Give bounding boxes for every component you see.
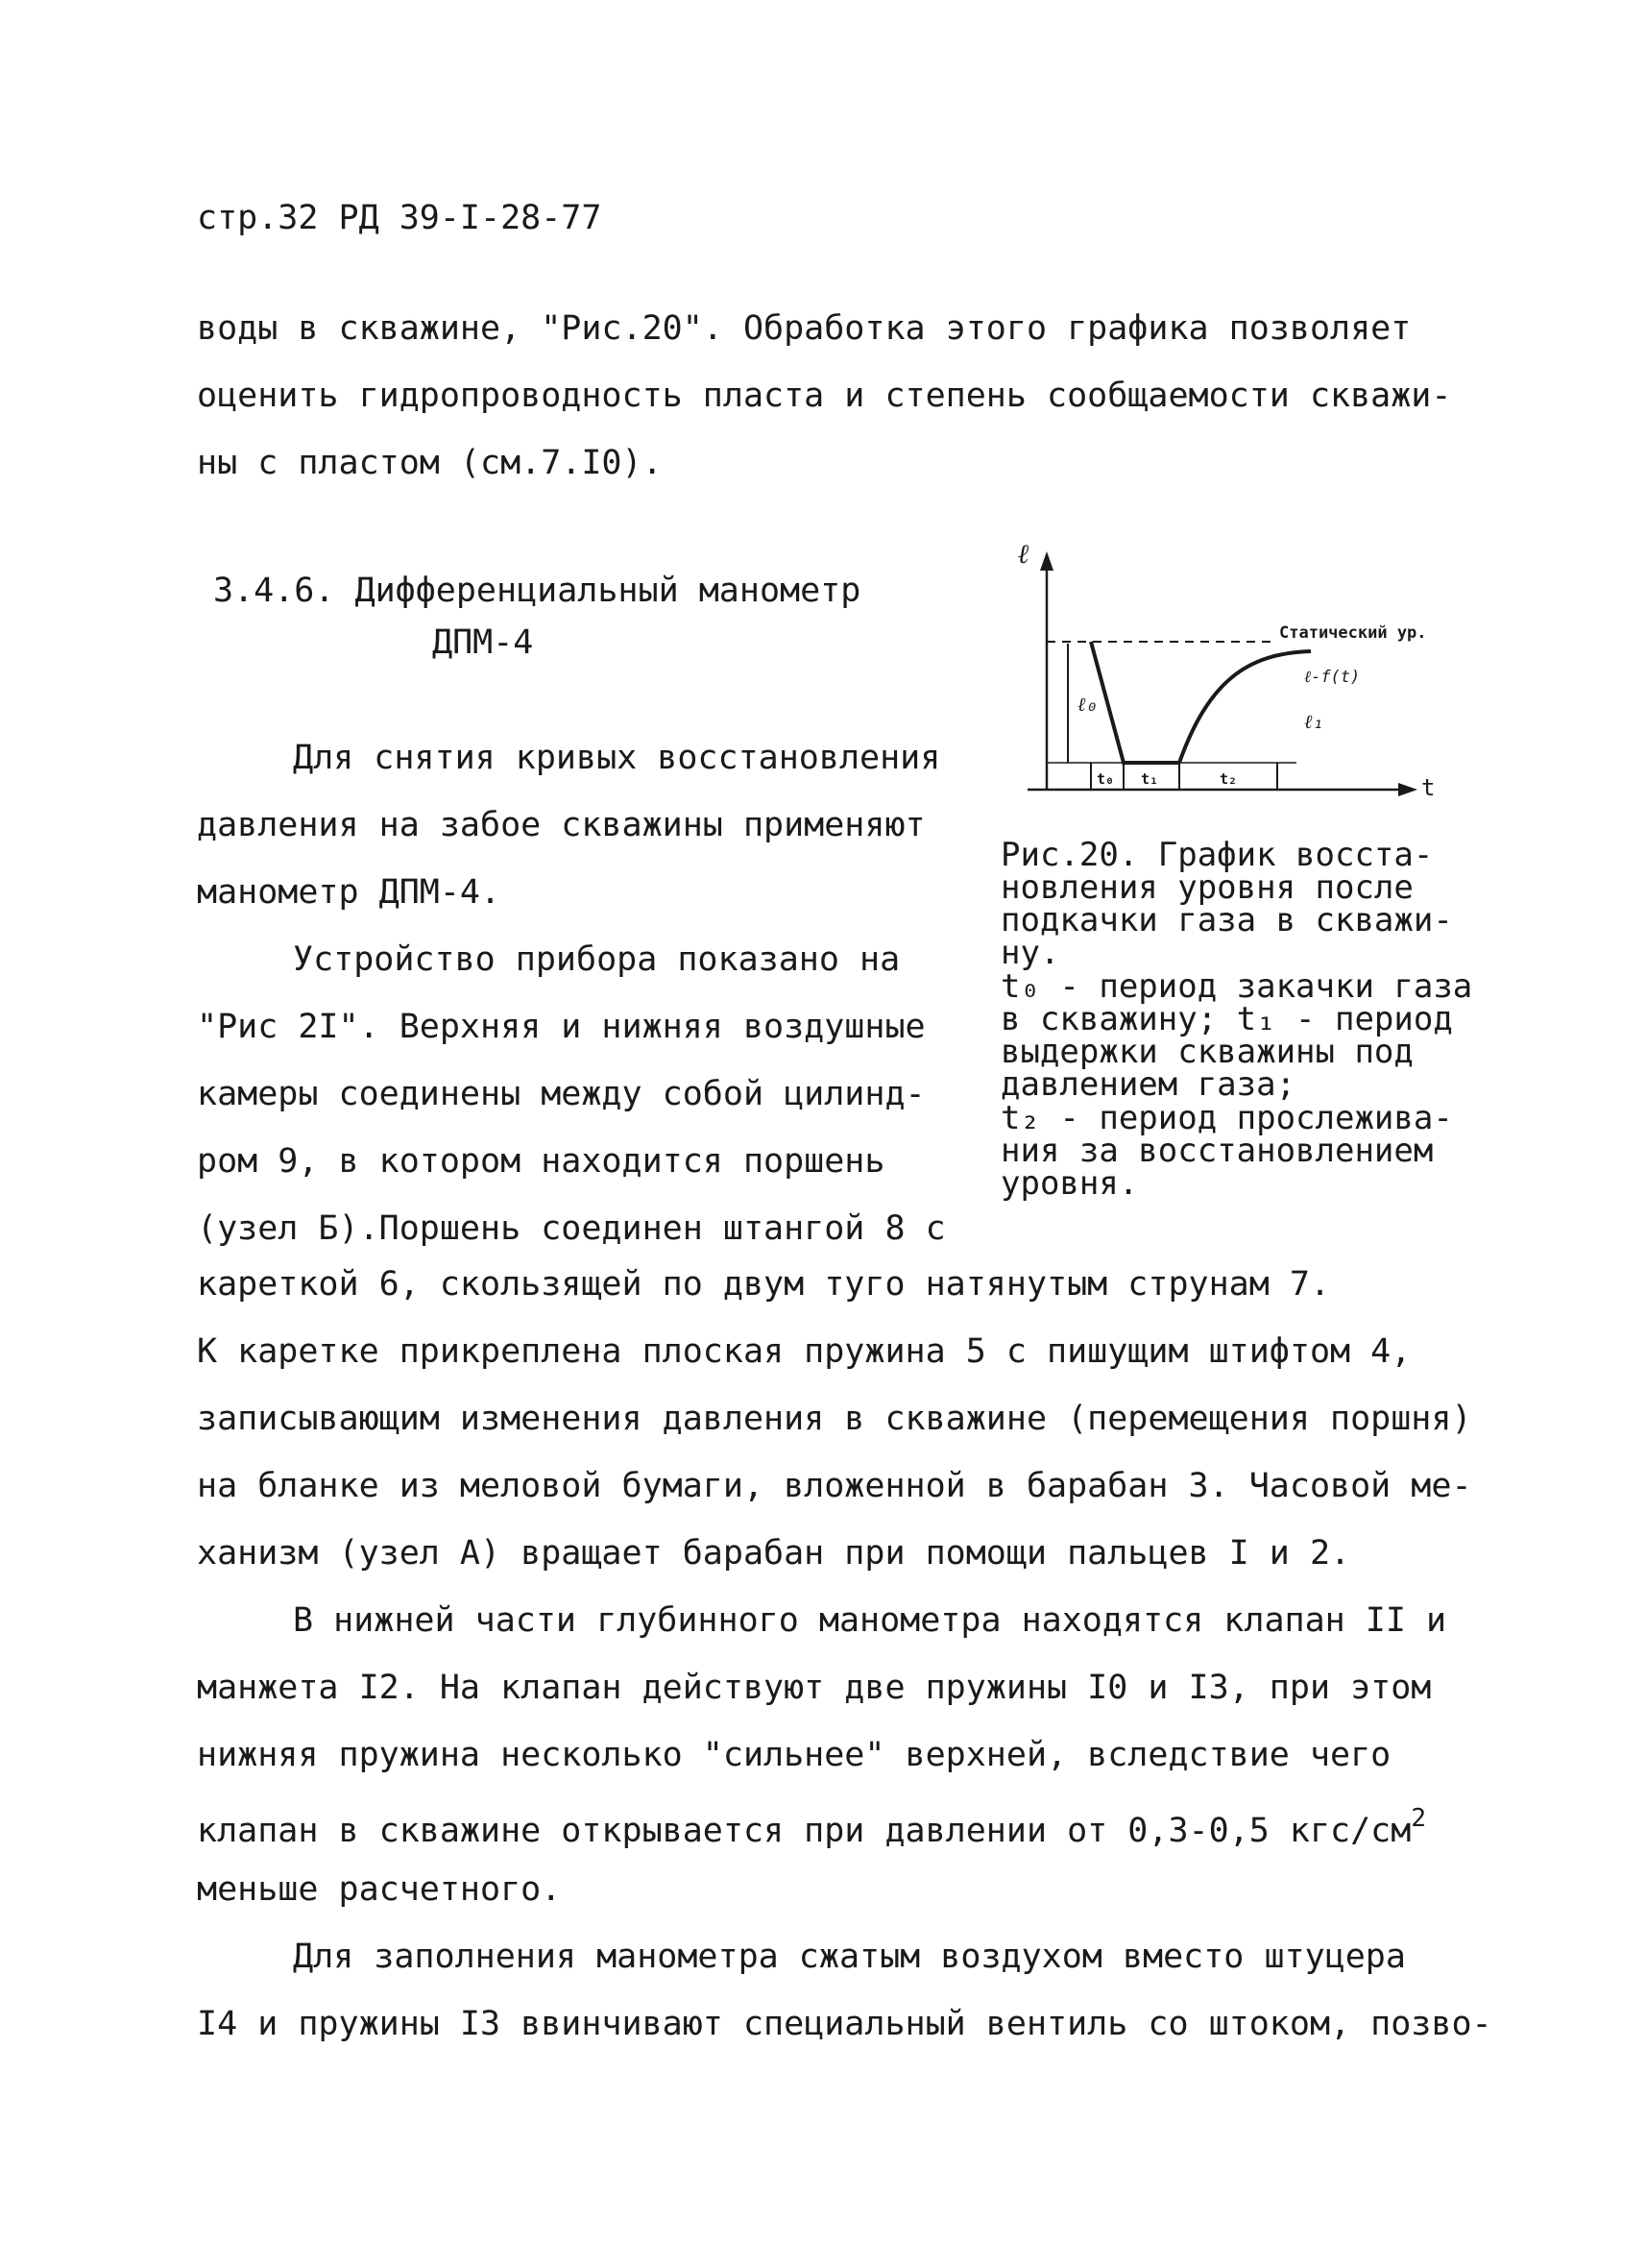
body-line-5: ханизм (узел А) вращает барабан при помощи пальцев I и 2.	[197, 1534, 1351, 1573]
axis-x-label: t	[1421, 774, 1436, 801]
figure-caption-11: уровня.	[1001, 1164, 1139, 1203]
unit-superscript: 2	[1411, 1804, 1426, 1833]
height-label: ℓ₀	[1077, 693, 1098, 716]
intro-line-3: ны с пластом (см.7.I0).	[197, 444, 663, 482]
figure-caption-8: давлением газа;	[1001, 1065, 1296, 1104]
level-curve	[1091, 642, 1179, 763]
figure-caption-4: ну.	[1001, 934, 1060, 972]
figure-caption-6: в скважину; t₁ - период	[1001, 1000, 1453, 1038]
body-line-11: Для заполнения манометра сжатым воздухом вместо штуцера	[293, 1938, 1406, 1976]
figure-caption-1: Рис.20. График восста-	[1001, 836, 1434, 874]
t0-label: t₀	[1097, 770, 1115, 788]
axis-y-label: ℓ	[1018, 538, 1029, 570]
section-title-model: ДПМ-4	[432, 623, 534, 662]
left-col-line-4: Устройство прибора показано на	[293, 940, 901, 979]
body-line-7: манжета I2. На клапан действуют две пружины I0 и I3, при этом	[197, 1669, 1432, 1707]
left-col-line-7: ром 9, в котором находится поршень	[197, 1142, 885, 1181]
intro-line-1: воды в скважине, "Рис.20". Обработка этого графика позволяет	[197, 309, 1412, 348]
left-col-line-5: "Рис 2I". Верхняя и нижняя воздушные	[197, 1008, 926, 1046]
level-label: ℓ₁	[1304, 710, 1324, 733]
body-line-12: I4 и пружины I3 ввинчивают специальный вентиль со штоком, позво-	[197, 2005, 1492, 2043]
x-axis-arrow	[1398, 783, 1417, 796]
figure-caption-5: t₀ - период закачки газа	[1001, 967, 1473, 1006]
body-line-9-text: клапан в скважине открывается при давлении от 0,3-0,5 кгс/см	[197, 1812, 1412, 1850]
curve-function-label: ℓ-f(t)	[1304, 668, 1361, 687]
y-axis-arrow	[1040, 551, 1053, 571]
section-title: 3.4.6. Дифференциальный манометр	[213, 572, 861, 610]
figure-caption-10: ния за восстановлением	[1001, 1132, 1434, 1170]
body-line-6: В нижней части глубинного манометра находятся клапан II и	[293, 1601, 1447, 1640]
left-col-line-8: (узел Б).Поршень соединен штангой 8 с	[197, 1209, 946, 1248]
static-level-label: Статический ур.	[1279, 623, 1427, 643]
figure-caption-9: t₂ - период прослежива-	[1001, 1099, 1453, 1137]
body-line-9	[197, 1806, 1426, 1848]
recovery-curve	[1179, 651, 1311, 763]
left-col-line-2: давления на забое скважины применяют	[197, 806, 926, 844]
body-line-3: записывающим изменения давления в скважине (перемещения поршня)	[197, 1400, 1472, 1438]
t2-label: t₂	[1220, 770, 1238, 788]
t1-label: t₁	[1141, 770, 1159, 788]
body-line-2: К каретке прикреплена плоская пружина 5 с пишущим штифтом 4,	[197, 1332, 1412, 1371]
figure-caption-7: выдержки скважины под	[1001, 1033, 1414, 1071]
body-line-1: кареткой 6, скользящей по двум туго натянутым струнам 7.	[197, 1265, 1331, 1304]
figure-caption-2: новления уровня после	[1001, 868, 1414, 907]
left-col-line-1: Для снятия кривых восстановления	[293, 739, 941, 777]
intro-line-2: оценить гидропроводность пласта и степень сообщаемости скважи-	[197, 377, 1452, 415]
left-col-line-3: манометр ДПМ-4.	[197, 873, 501, 912]
figure-caption-3: подкачки газа в скважи-	[1001, 901, 1453, 939]
body-line-8: нижняя пружина несколько "сильнее" верхней, вследствие чего	[197, 1736, 1392, 1774]
page-header: стр.32 РД 39-I-28-77	[197, 199, 602, 237]
body-line-4: на бланке из меловой бумаги, вложенной в барабан 3. Часовой ме-	[197, 1467, 1472, 1505]
level-recovery-figure	[989, 538, 1469, 826]
body-line-10: меньше расчетного.	[197, 1870, 562, 1909]
left-col-line-6: камеры соединены между собой цилинд-	[197, 1075, 926, 1113]
